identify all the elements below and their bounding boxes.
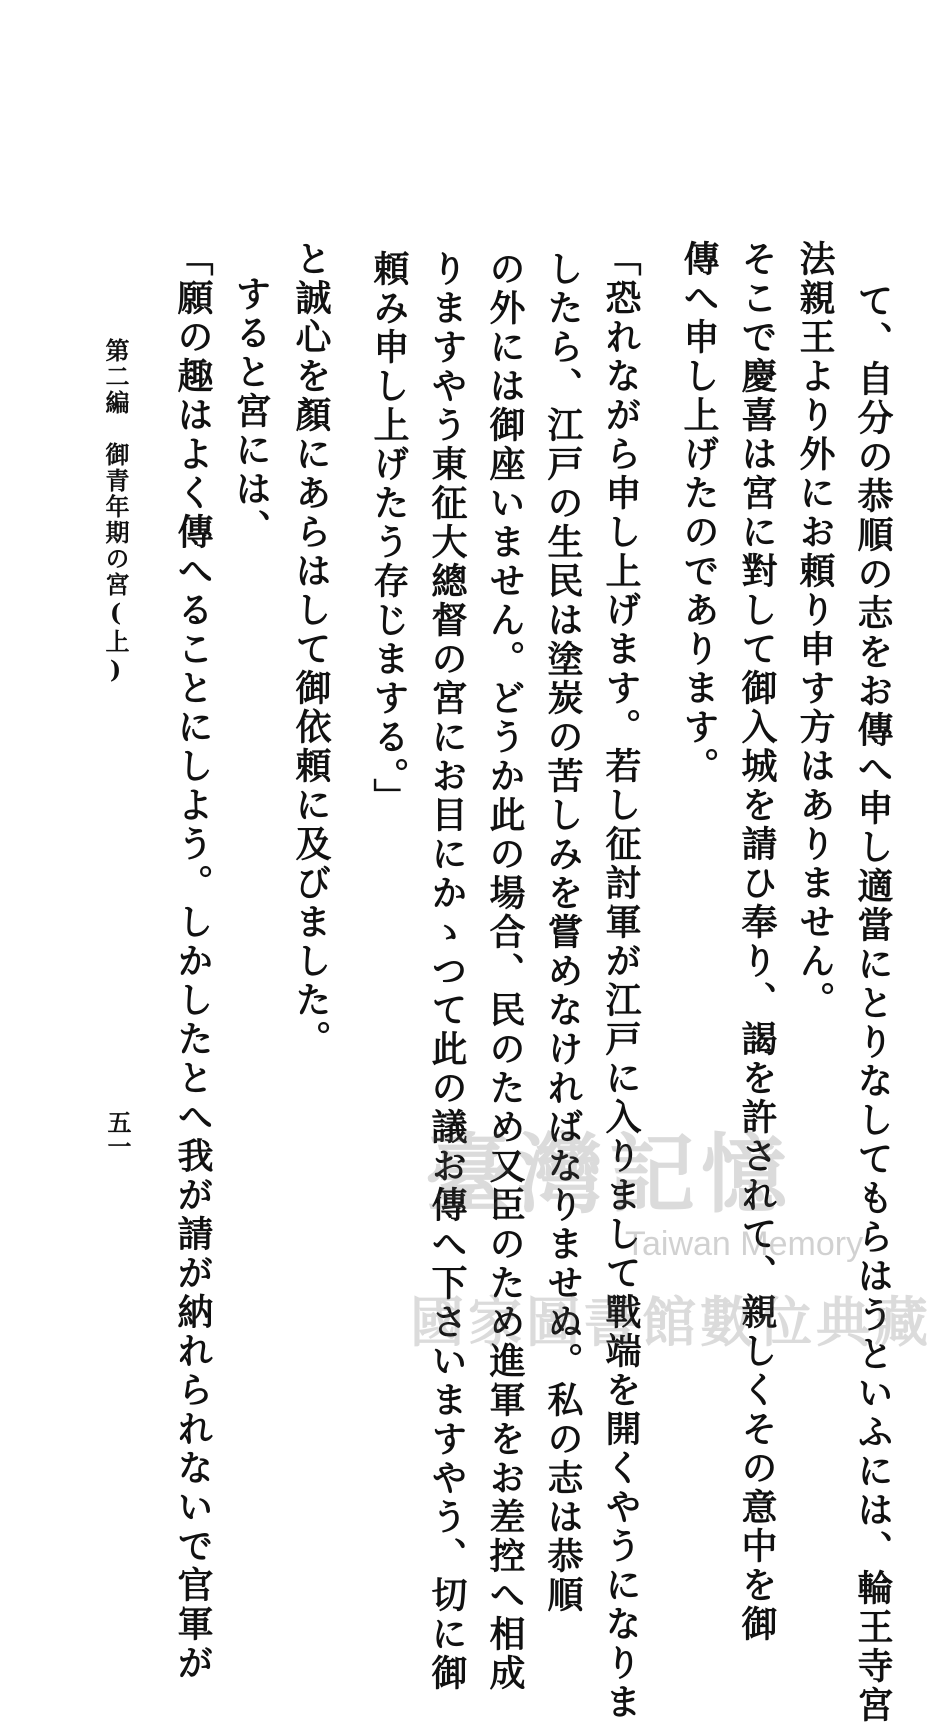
watermark-english: Taiwan Memory	[625, 1225, 864, 1263]
page-number: 五一	[103, 1110, 132, 1158]
text-column-5: 「恐れながら申し上げます。若し征討軍が江戸に入りまして戰端を開くやうになりま	[600, 240, 642, 1722]
text-column-4: 傳へ申し上げたのであります。	[678, 240, 720, 786]
text-column-9: 頼み申し上げたう存じまする。」	[368, 250, 410, 817]
watermark-subtitle: 國家圖書館數位典藏	[410, 1293, 932, 1353]
text-column-10: と誠心を顏にあらはして御依頼に及びました。	[290, 240, 332, 1059]
text-column-2: 法親王より外にお頼り申す方はありません。	[794, 240, 836, 1020]
running-header: 第二編 御青年期の宮(上)	[101, 338, 130, 686]
watermark-chinese: 臺灣記憶	[425, 1124, 793, 1225]
text-column-12: 「願の趣はよく傳へることにしよう。しかしたとへ我が請が納れられないで官軍が	[172, 240, 214, 1683]
text-column-7: の外には御座いません。どうか此の場合、民のため又臣のため進軍をお差控へ相成	[484, 250, 526, 1693]
text-column-8: りますやう東征大總督の宮にお目にかゝつて此の議お傳へ下さいますやう、切に御	[426, 250, 468, 1693]
text-column-11: すると宮には、	[230, 275, 272, 548]
text-column-3: そこで慶喜は宮に對して御入城を請ひ奉り、謁を許されて、親しくその意中を御	[736, 240, 778, 1644]
text-column-1: て、自分の恭順の志をお傳へ申し適當にとりなしてもらはうといふには、輪王寺宮	[852, 282, 894, 1725]
text-column-6: したら、江戸の生民は塗炭の苦しみを嘗めなければなりませぬ。私の志は恭順	[542, 250, 584, 1615]
